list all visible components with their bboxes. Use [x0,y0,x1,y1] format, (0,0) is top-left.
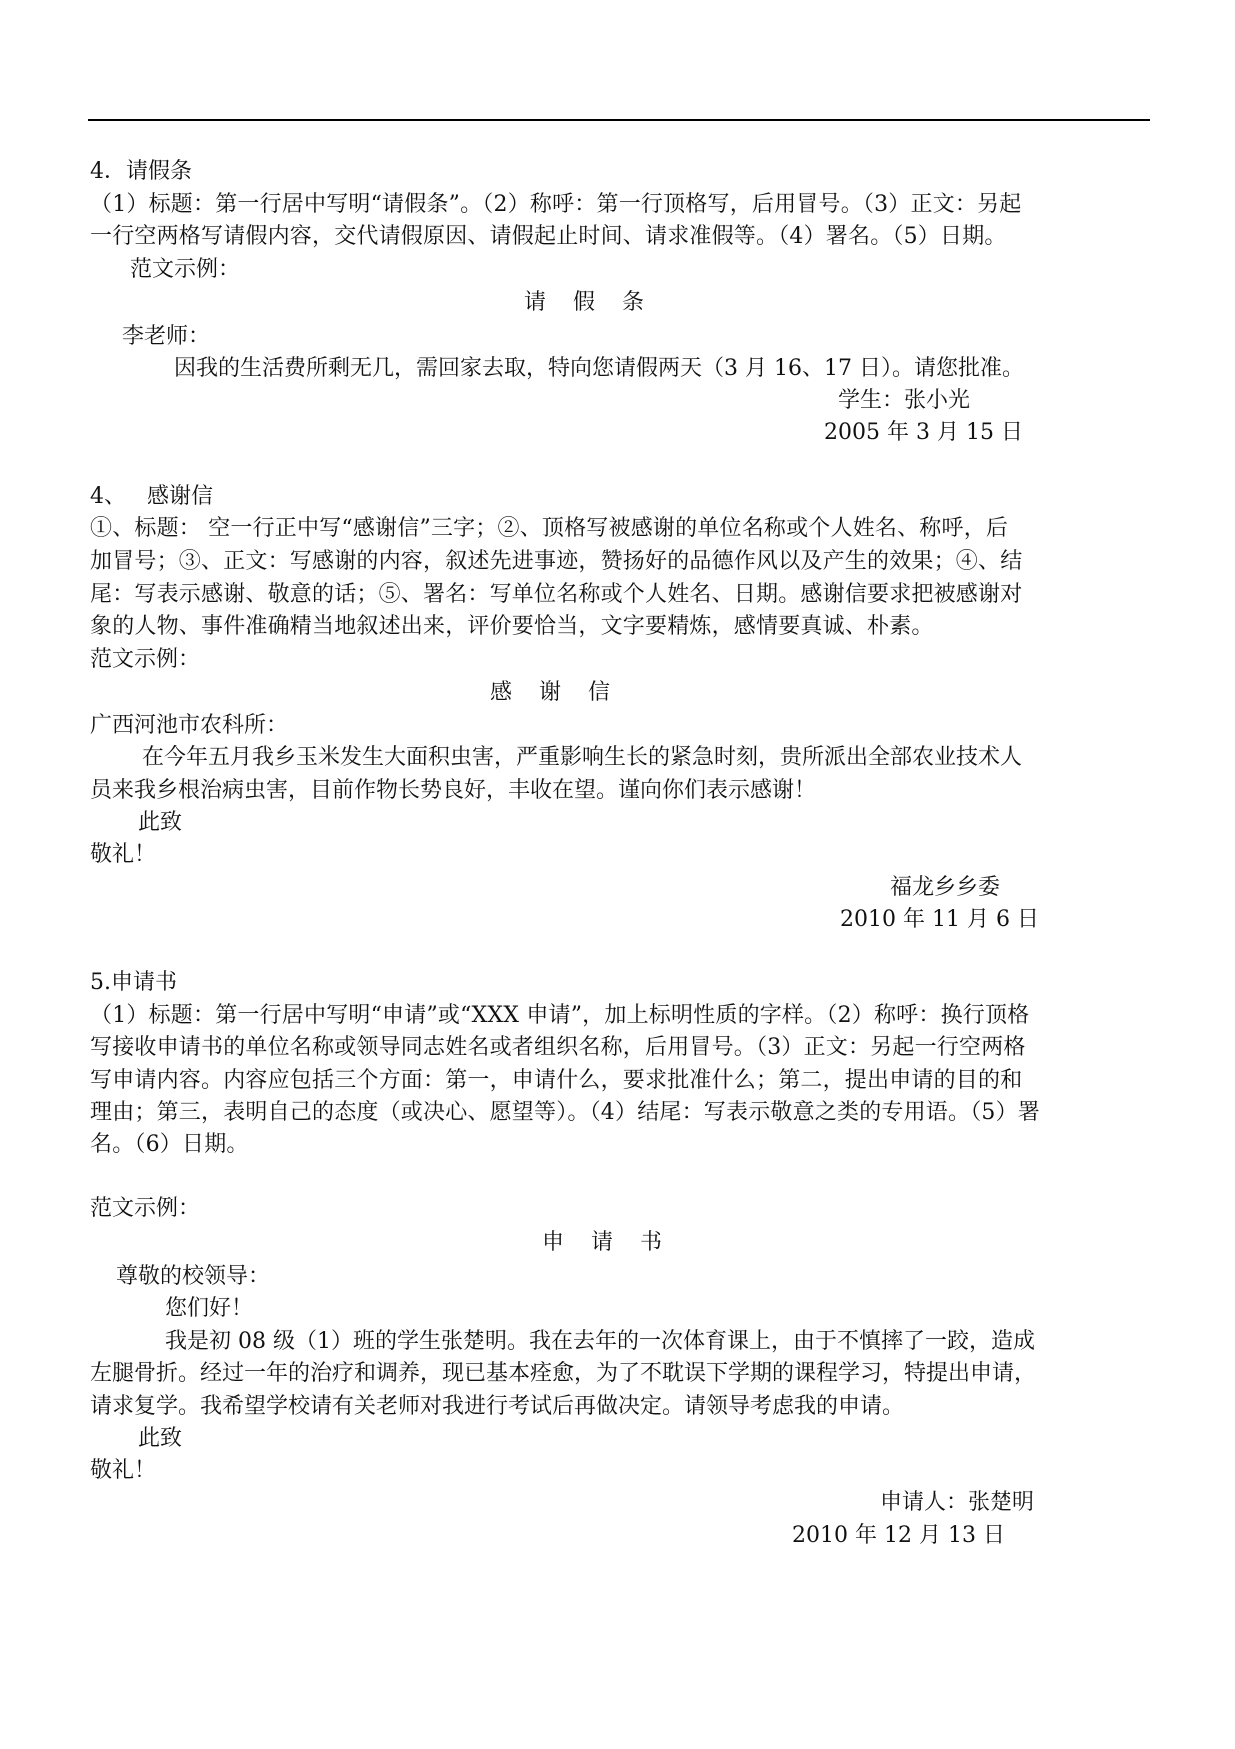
thanks-example-closing: 此致 [138,810,183,835]
application-guide-line: 写接收申请书的单位名称或领导同志姓名或者组织名称，后用冒号。（3）正文：另起一行空两格 [90,1035,1026,1060]
application-heading: 5.申请书 [90,970,177,995]
application-guide-line: （1）标题：第一行居中写明“申请”或“XXX 申请”，加上标明性质的字样。（2）称呼：换行顶格 [90,1003,1030,1028]
leave-example-date: 2005 年 3 月 15 日 [824,420,1023,445]
leave-example-signature: 学生：张小光 [838,388,971,413]
thanks-guide-line: 象的人物、事件准确精当地叙述出来，评价要恰当，文字要精炼，感情要真诚、朴素。 [90,614,934,639]
thanks-guide-line: 尾：写表示感谢、敬意的话；⑤、署名：写单位名称或个人姓名、日期。感谢信要求把被感谢对 [90,582,1023,607]
thanks-guide-line: ①、标题： 空一行正中写“感谢信”三字；②、顶格写被感谢的单位名称或个人姓名、称呼，后 [90,516,1009,541]
application-example-body-line: 我是初 08 级（1）班的学生张楚明。我在去年的一次体育课上，由于不慎摔了一跤，造成 [165,1329,1035,1354]
thanks-example-salutation: 广西河池市农科所： [90,713,289,738]
thanks-example-signature: 福龙乡乡委 [890,875,1001,900]
thanks-example-title: 感 谢 信 [490,680,620,705]
application-guide-line: 名。（6）日期。 [90,1132,249,1157]
application-example-greeting: 您们好！ [165,1296,254,1321]
thanks-guide-line: 加冒号；③、正文：写感谢的内容，叙述先进事迹，赞扬好的品德作风以及产生的效果；④、结 [90,549,1023,574]
thanks-example-regards: 敬礼！ [90,842,157,867]
leave-example-title: 请 假 条 [524,290,654,315]
thanks-example-label: 范文示例： [90,647,201,672]
thanks-heading: 4、 感谢信 [90,484,213,509]
application-example-regards: 敬礼！ [90,1458,157,1483]
leave-guide-line: 一行空两格写请假内容，交代请假原因、请假起止时间、请求准假等。（4）署名。（5）日期。 [90,224,1007,249]
leave-example-label: 范文示例： [130,257,241,282]
application-example-date: 2010 年 12 月 13 日 [792,1523,1005,1548]
leave-example-body: 因我的生活费所剩无几，需回家去取，特向您请假两天（3 月 16、17 日）。请您批准。 [174,356,1024,381]
leave-guide-line: （1）标题：第一行居中写明“请假条”。（2）称呼：第一行顶格写，后用冒号。（3）正文：另起 [90,192,1022,217]
thanks-example-body-line: 在今年五月我乡玉米发生大面积虫害，严重影响生长的紧急时刻，贵所派出全部农业技术人 [142,745,1023,770]
application-example-closing: 此致 [138,1426,183,1451]
thanks-example-body-line: 员来我乡根治病虫害，目前作物长势良好，丰收在望。谨向你们表示感谢！ [90,778,817,803]
application-guide-line: 理由；第三，表明自己的态度（或决心、愿望等）。（4）结尾：写表示敬意之类的专用语。（5）署 [90,1100,1040,1125]
application-guide-line: 写申请内容。内容应包括三个方面：第一，申请什么，要求批准什么；第二，提出申请的目的和 [90,1068,1023,1093]
leave-example-salutation: 李老师： [122,324,211,349]
application-example-title: 申 请 书 [542,1230,672,1255]
application-example-label: 范文示例： [90,1196,201,1221]
application-example-body-line: 左腿骨折。经过一年的治疗和调养，现已基本痊愈，为了不耽误下学期的课程学习，特提出申请， [90,1361,1037,1386]
application-example-signature: 申请人：张楚明 [880,1490,1035,1515]
header-rule [88,119,1150,121]
application-example-body-line: 请求复学。我希望学校请有关老师对我进行考试后再做决定。请领导考虑我的申请。 [90,1394,905,1419]
leave-heading: 4．请假条 [90,159,192,184]
thanks-example-date: 2010 年 11 月 6 日 [840,907,1039,932]
application-example-salutation: 尊敬的校领导： [116,1264,271,1289]
